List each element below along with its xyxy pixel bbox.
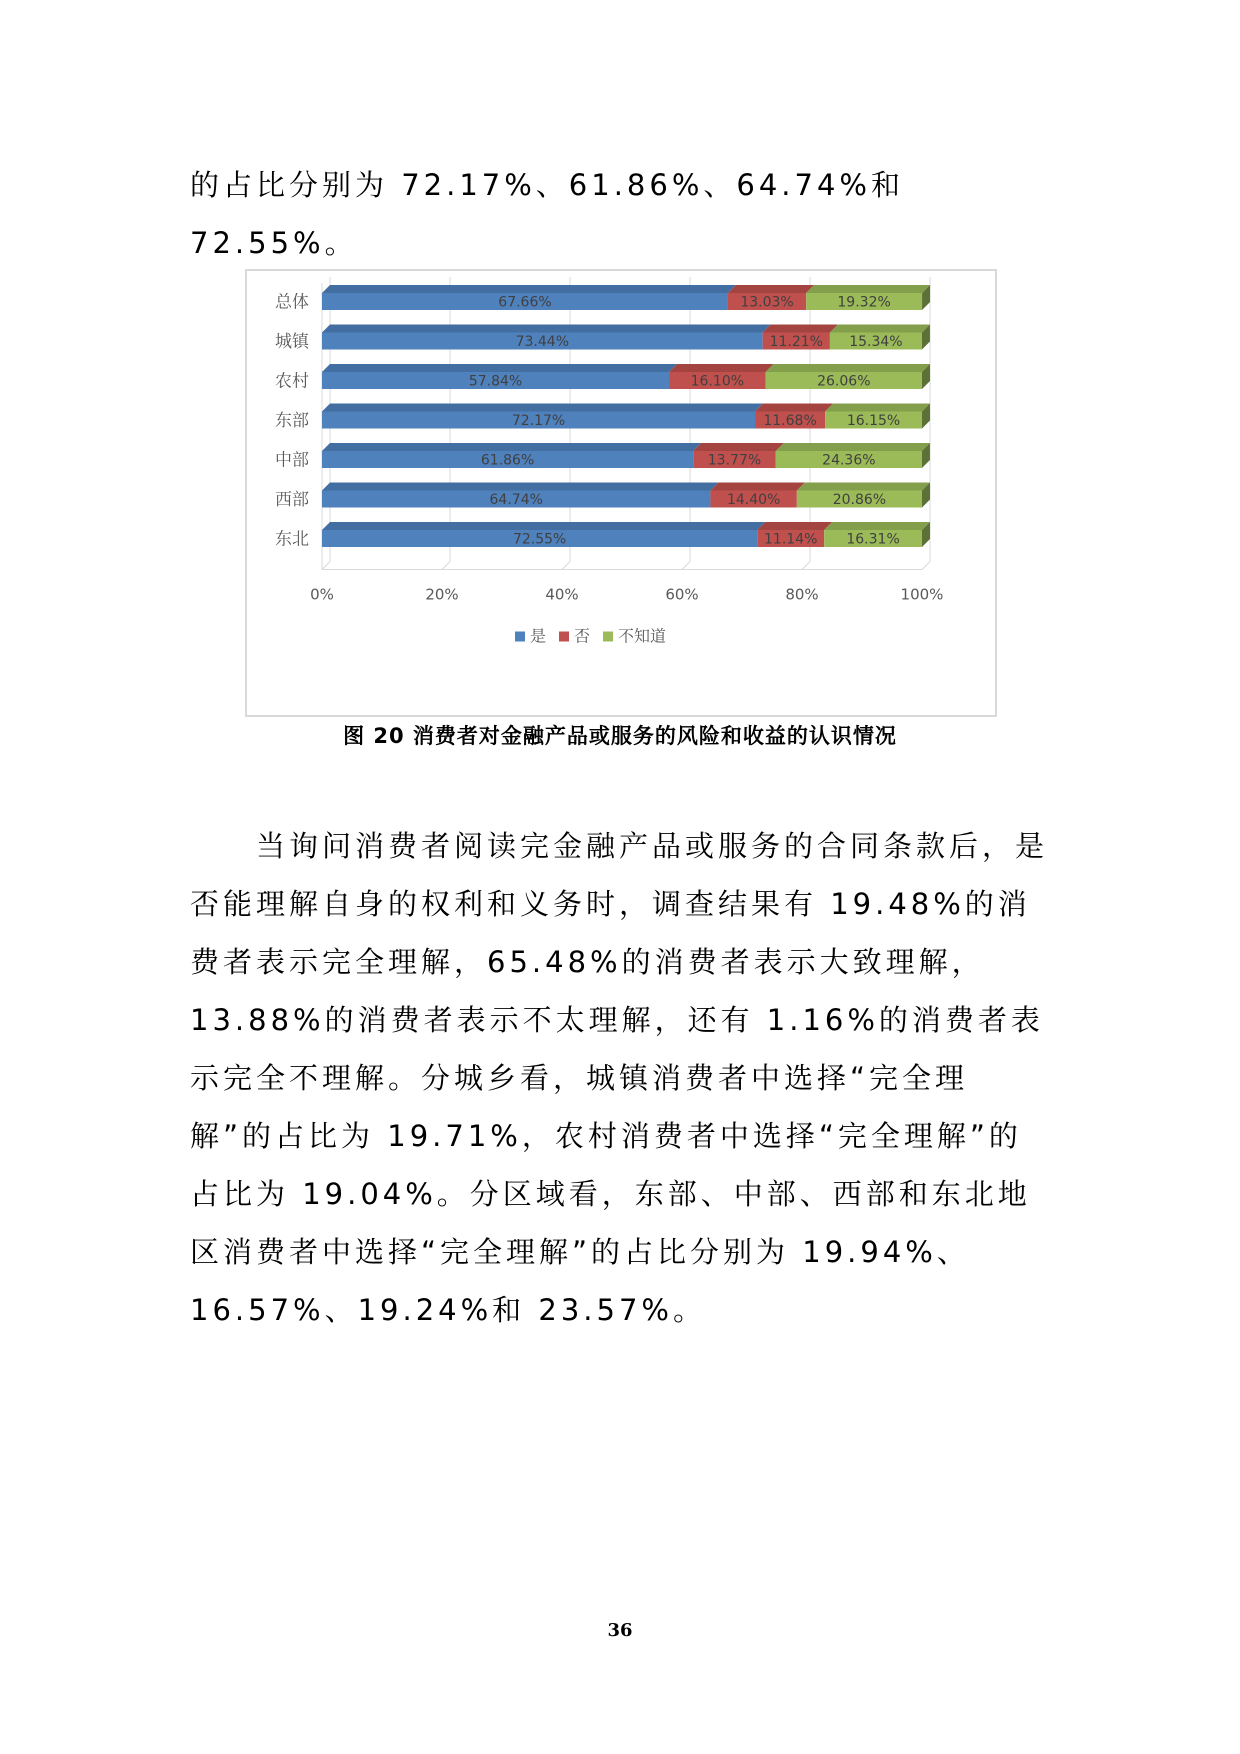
bar-top-1-2 [669,364,774,372]
data-label-2-5: 20.86% [832,492,887,508]
category-label-0: 总体 [275,292,309,313]
bar-top-1-5 [710,483,804,491]
bar-top-1-6 [757,522,832,530]
data-label-2-6: 16.31% [846,531,900,548]
bar-top-2-1 [830,325,930,333]
bar-top-0-5 [322,483,718,491]
data-label-1-4: 13.77% [707,452,762,469]
bar-top-1-4 [693,443,784,451]
data-label-2-2: 26.06% [817,373,871,390]
data-label-1-5: 14.40% [726,492,781,508]
data-label-0-3: 72.17% [511,413,566,429]
bar-top-2-3 [825,404,930,412]
bar-top-0-4 [322,443,701,451]
bar-top-2-2 [766,364,930,372]
legend-label-2: 不知道 [618,626,667,646]
legend-swatch-0 [515,632,525,642]
data-label-0-6: 72.55% [512,531,567,548]
data-label-1-6: 11.14% [764,531,818,548]
x-tick-label-0: 0% [310,585,334,604]
bar-top-1-1 [763,325,838,333]
gridline-floor-4 [802,562,810,570]
gridline-floor-3 [682,562,690,570]
data-label-0-5: 64.74% [489,492,543,508]
data-label-1-2: 16.10% [690,373,745,390]
category-label-4: 中部 [275,450,309,471]
paragraph-top: 的占比分别为 72.17%、61.86%、64.74%和 72.55%。 [190,168,904,260]
gridline-floor-1 [442,562,450,570]
x-tick-label-1: 20% [425,585,459,604]
category-label-1: 城镇 [275,332,309,352]
bar-top-2-4 [776,443,930,451]
x-tick-label-4: 80% [785,585,819,604]
data-label-0-1: 73.44% [515,334,570,350]
legend-label-1: 否 [574,626,591,646]
legend-swatch-2 [603,632,613,642]
bar-top-0-0 [322,285,736,293]
data-label-1-0: 13.03% [740,294,794,311]
chart-canvas [247,271,995,715]
data-label-2-4: 24.36% [822,452,876,469]
bar-top-1-0 [728,285,814,293]
bar-top-2-5 [797,483,930,491]
bar-top-2-0 [806,285,930,293]
bar-top-0-6 [322,522,765,530]
data-label-2-0: 19.32% [837,294,891,311]
x-tick-label-3: 60% [665,585,699,604]
data-label-1-1: 11.21% [769,334,823,350]
stacked-bar-chart [245,269,997,717]
bar-top-0-1 [322,325,771,333]
data-label-2-3: 16.15% [846,413,901,429]
bar-top-1-3 [755,404,833,412]
legend-swatch-1 [559,632,569,642]
x-tick-label-2: 40% [545,585,579,604]
category-label-5: 西部 [275,490,309,510]
gridline-floor-5 [922,562,930,570]
category-label-6: 东北 [275,529,309,550]
data-label-0-4: 61.86% [480,452,535,469]
category-label-3: 东部 [275,411,309,431]
gridline-floor-0 [322,562,330,570]
bar-top-0-2 [322,364,677,372]
x-tick-label-5: 100% [900,585,944,604]
gridline-floor-2 [562,562,570,570]
bar-top-2-6 [824,522,930,530]
paragraph-main: 当询问消费者阅读完金融产品或服务的合同条款后，是否能理解自身的权利和义务时，调查结果有 19.48%的消费者表示完全理解，65.48%的消费者表示大致理解，13.88%的消费者表示不太理解，还有 1.16%的消费者表示完全不理解。分城乡看，城镇消费者中选择“完全理解”的占比为 19.71%，农村消费者中选择“完全理解”的占比为 19.04%。分区域看，东部、中部、西部和东北地区消费者中选择“完全理解”的占比分别为 19.94%、16.57%、19.24%和 23.57%。 [190,829,1049,1327]
legend-label-0: 是 [530,626,547,646]
category-label-2: 农村 [275,371,309,392]
bar-top-0-3 [322,404,763,412]
data-label-0-2: 57.84% [468,373,523,390]
data-label-0-0: 67.66% [498,294,552,311]
figure-caption: 图 20 消费者对金融产品或服务的风险和收益的认识情况 [343,724,897,748]
page-number: 36 [607,1620,633,1641]
data-label-2-1: 15.34% [849,334,903,350]
data-label-1-3: 11.68% [763,413,817,429]
